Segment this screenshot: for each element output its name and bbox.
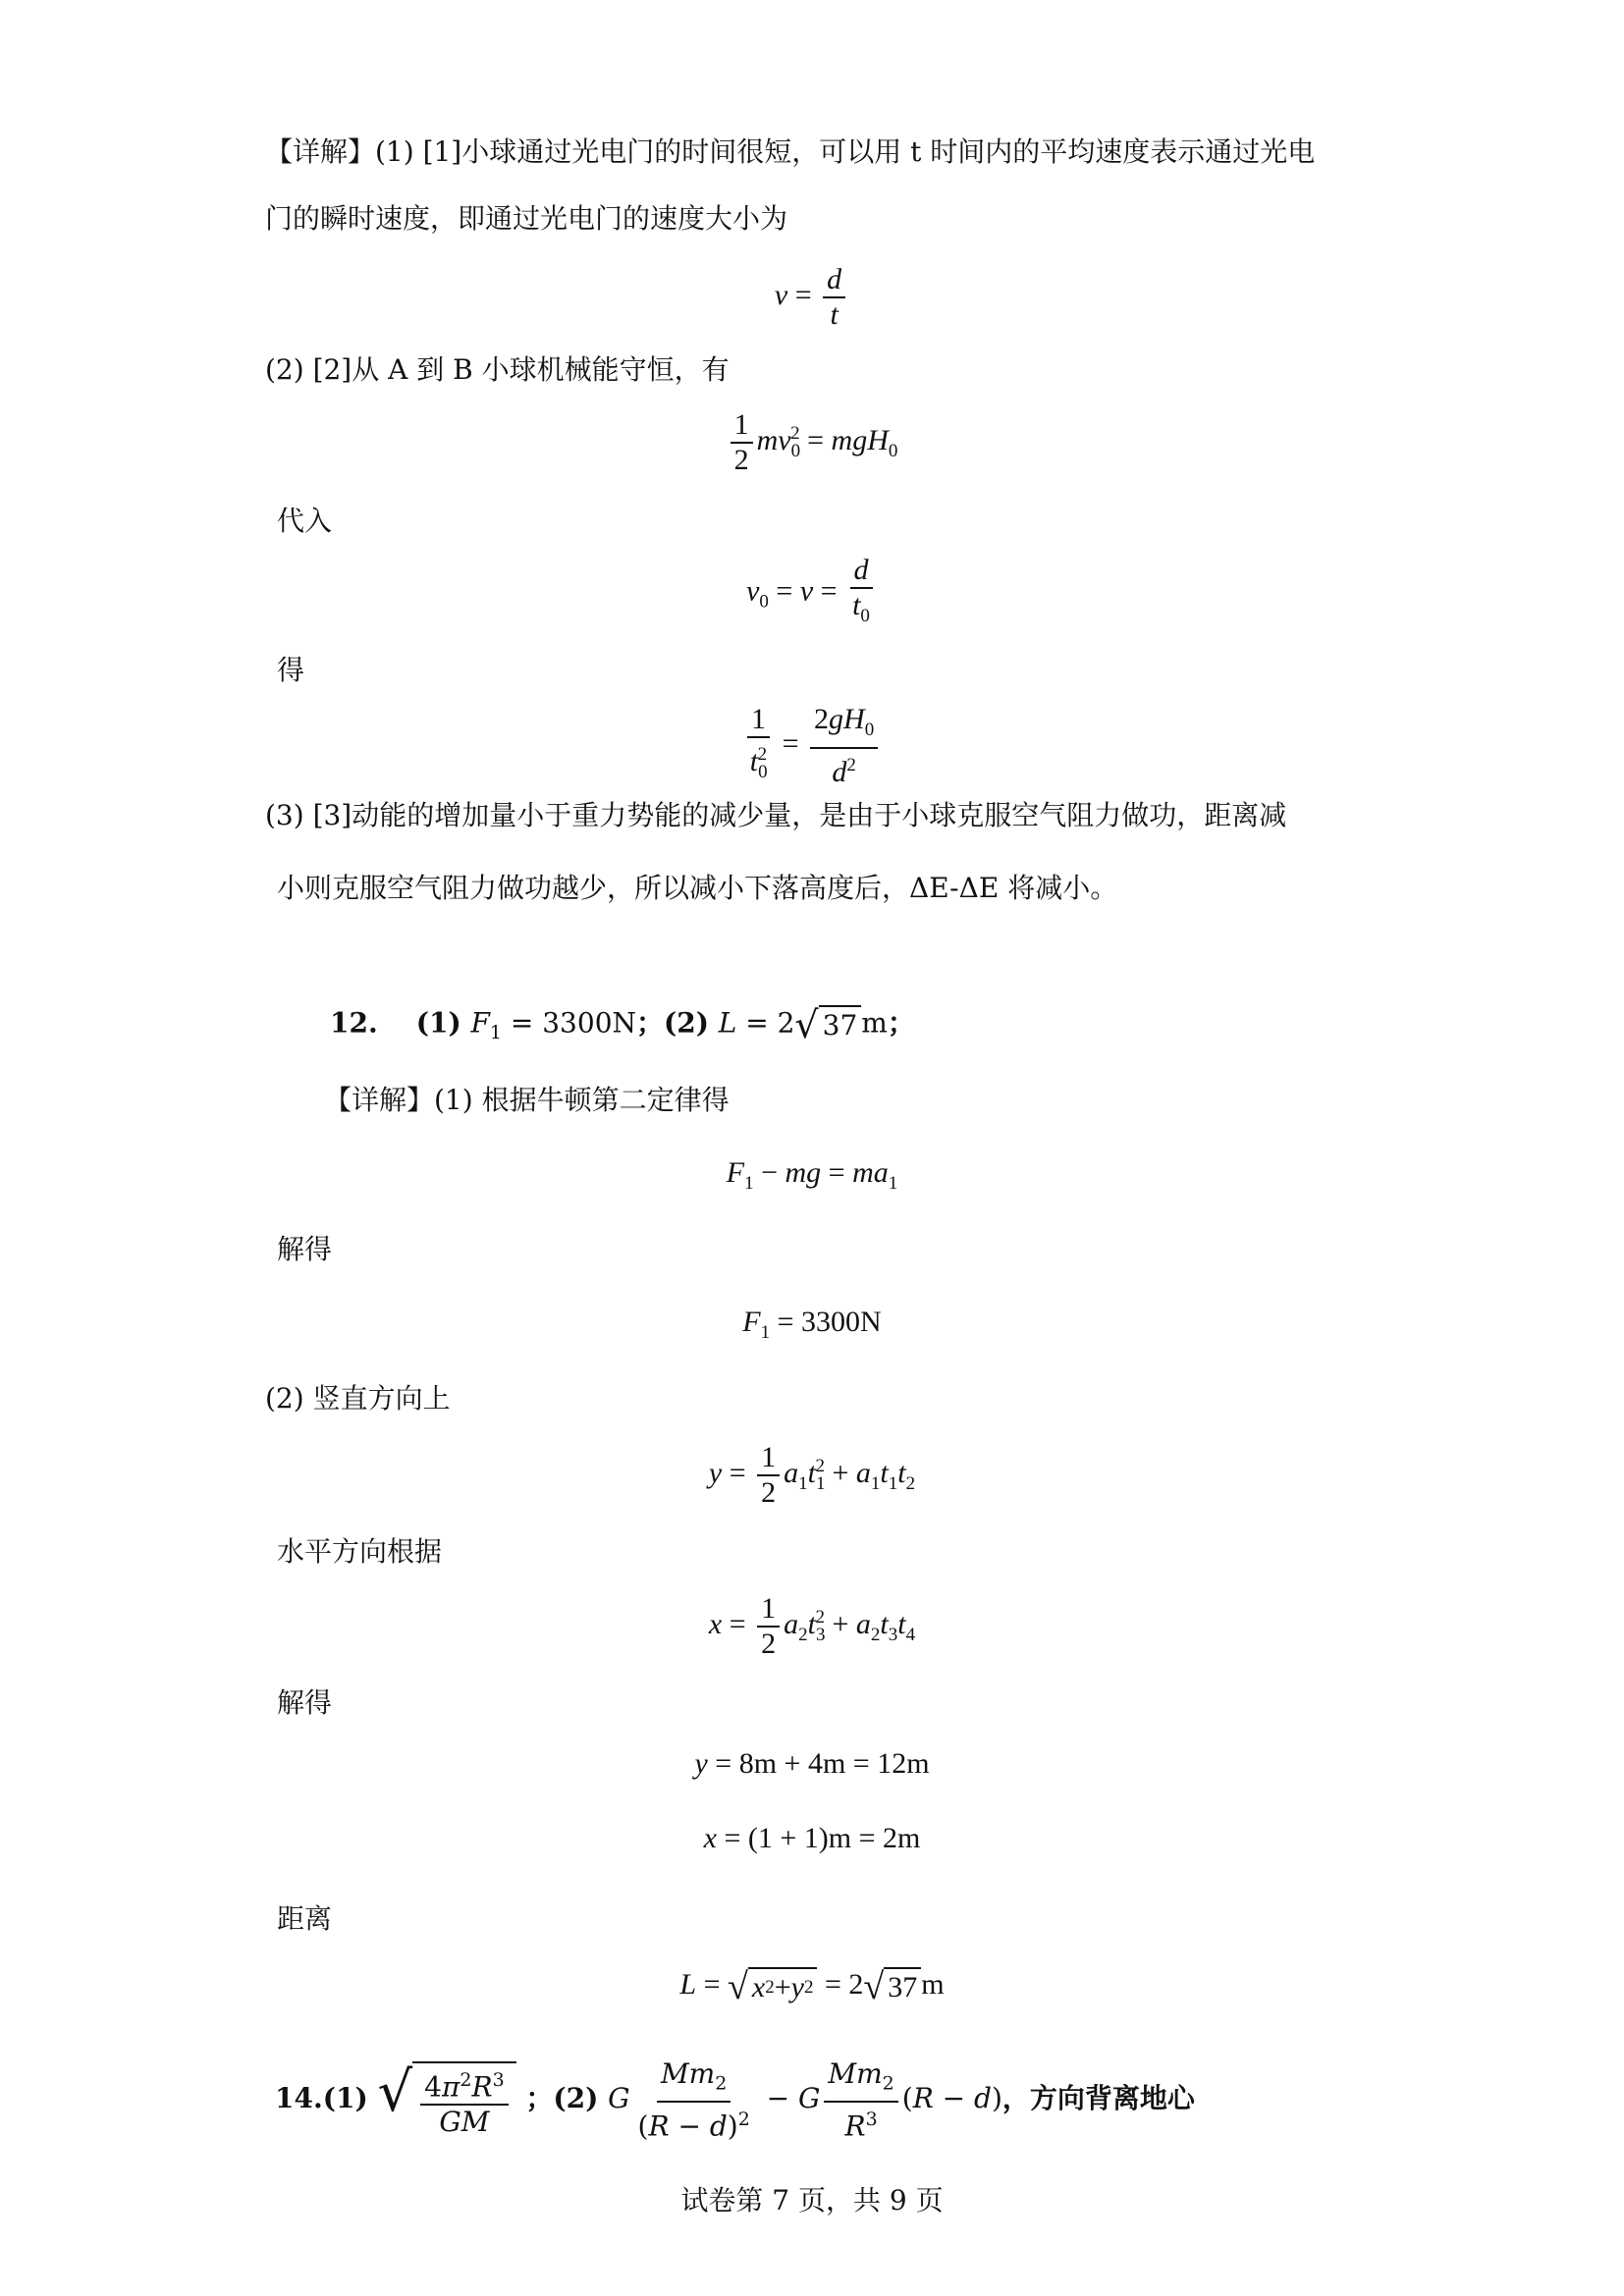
- text-line: 门的瞬时速度，即通过光电门的速度大小为: [265, 202, 788, 235]
- equation-y: y = $\frac{1}{2}$ $a_1t_1^2 + a_1t_1t_2$: [708, 1441, 916, 1509]
- text-line: 解得: [277, 1233, 333, 1265]
- text-line: 小则克服空气阻力做功越少，所以减小下落高度后，ΔE-ΔE 将减小。: [277, 872, 1118, 904]
- equation-newton: $F_1$ − mg = $ma_1$: [726, 1156, 898, 1194]
- equation-result-11: $\frac{1}{t_0^2}$ = $\frac{2gH_0}{d^2}$: [0, 703, 1624, 789]
- question-14-heading: 14.(1) √ $\frac{4\pi^2R^3}{GM}$ ；(2) G $\frac{Mm_2}{(R - d)^2}$ − G $\frac{Mm_2}{R^3}$ (R − d)，方向背离地心: [275, 2057, 1195, 2142]
- text-line: 解得: [277, 1686, 333, 1719]
- text-line: 水平方向根据: [277, 1535, 443, 1568]
- text-line: 得: [277, 654, 305, 686]
- text-line: (2) [2]从 A 到 B 小球机械能守恒，有: [265, 353, 730, 386]
- page-footer: 试卷第 7 页，共 9 页: [680, 2184, 944, 2216]
- question-12-heading: 12. (1) $F_1 = 3300N$；(2) L = 2 √ 37 m；: [330, 1003, 915, 1046]
- equation-v0: $v_0 = v$ = $\frac{d}{t_0}$: [0, 554, 1624, 633]
- equation-energy-conservation: $\frac{1}{2}$ $mv_0^2 = mgH_0$: [0, 408, 1624, 477]
- text-line: (3) [3]动能的增加量小于重力势能的减少量，是由于小球克服空气阻力做功，距离减: [265, 799, 1287, 831]
- equation-x-value: x = (1 + 1)m = 2m: [703, 1822, 921, 1854]
- equation-v-d-t: v = $\frac{d}{t}$: [0, 263, 1624, 332]
- text-line: 【详解】(1) 根据牛顿第二定律得: [324, 1084, 730, 1116]
- text-line: 距离: [277, 1902, 333, 1935]
- equation-distance: L = √ x 2 + y 2 = 2 √ 37 m: [679, 1966, 945, 2007]
- equation-y-value: y = 8m + 4m = 12m: [694, 1747, 930, 1780]
- equation-x: x = $\frac{1}{2}$ $a_2t_3^2 + a_2t_3t_4$: [708, 1592, 916, 1660]
- text-line: 代入: [277, 505, 333, 537]
- equation-f1: $F_1 = 3300N$: [742, 1306, 882, 1343]
- text-line: (2) 竖直方向上: [265, 1382, 451, 1415]
- text-line: 【详解】(1) [1]小球通过光电门的时间很短，可以用 t 时间内的平均速度表示通过光电: [265, 135, 1316, 168]
